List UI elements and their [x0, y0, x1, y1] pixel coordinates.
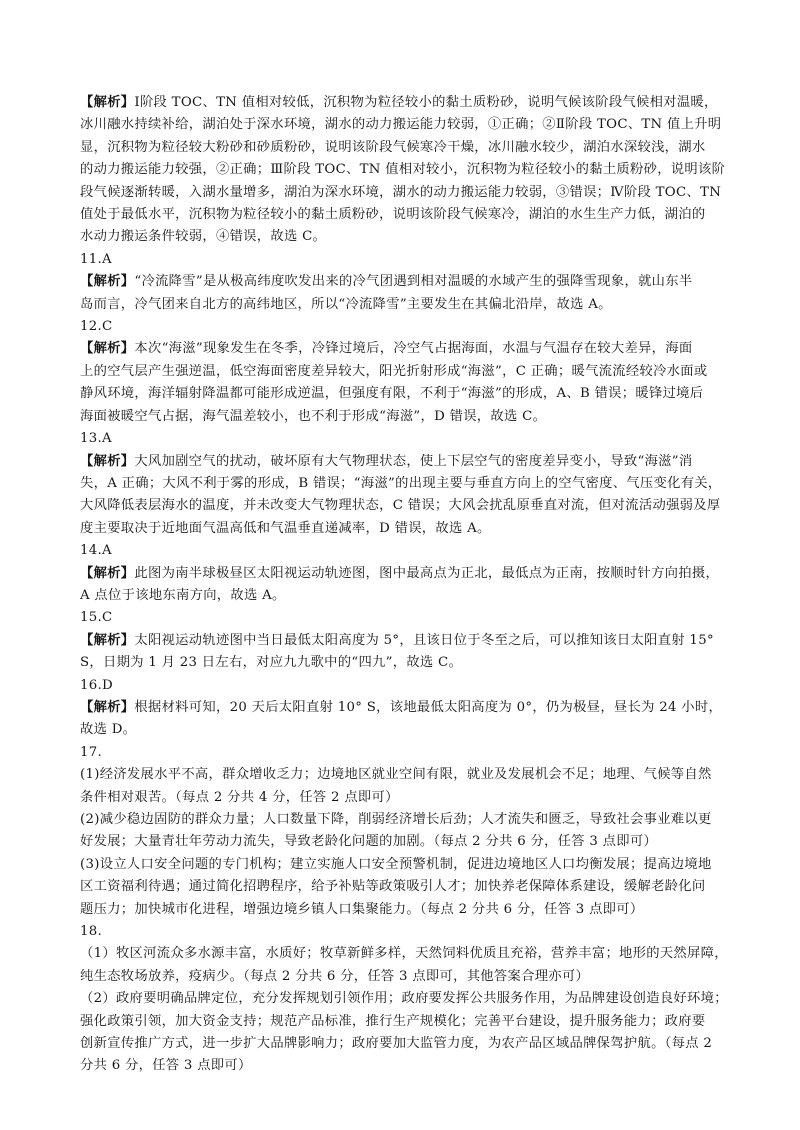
explanation-text: 题压力；加快城市化进程，增强边境乡镇人口集聚能力。（每点 2 分共 6 分，任答 3 点即可） [80, 901, 644, 917]
explanation-line [80, 809, 752, 831]
explanation-line [80, 966, 752, 988]
explanation-line [80, 630, 752, 652]
answer-block [80, 921, 752, 1078]
explanation-line [80, 1033, 752, 1055]
explanation-line [80, 204, 752, 226]
explanation-text: (3)设立人口安全问题的专门机构；建立实施人口安全预警机制，促进边境地区人口均衡发展；提高边境地 [80, 856, 712, 872]
explanation-text: 条件相对艰苦。（每点 2 分共 4 分，任答 2 点即可） [80, 789, 399, 805]
explanation-text: 故选 D。 [80, 722, 137, 738]
explanation-text: 冰川融水持续补给，湖泊处于深水环境，湖水的动力搬运能力较弱，①正确；②Ⅱ阶段 TOC、TN 值上升明 [80, 117, 722, 133]
explanation-text: 静风环境，海洋辐射降温都可能形成逆温，但强度有限，不利于“海滋”的形成，A、B 错误；暖锋过境后 [80, 386, 704, 402]
explanation-line [80, 137, 752, 159]
explanation-text: Ⅰ阶段 TOC、TN 值相对较低，沉积物为粒径较小的黏土质粉砂，说明气候该阶段气候相对温暖， [134, 95, 718, 110]
explanation-line [80, 271, 752, 293]
explanation-line [80, 764, 752, 786]
explanation-text: 水动力搬运条件较弱，④错误，故选 C。 [80, 229, 327, 245]
explanation-line [80, 719, 752, 741]
explanation-line [80, 451, 752, 473]
explanation-line [80, 361, 752, 383]
explanation-text: 海面被暖空气占据，海气温差较小，也不利于形成“海滋”，D 错误，故选 C。 [80, 408, 547, 424]
answer-block [80, 428, 752, 540]
question-number: 12.C [80, 319, 113, 335]
explanation-line [80, 585, 752, 607]
explanation-line [80, 652, 752, 674]
explanation-text: 失，A 正确；大风不利于雾的形成，B 错误；“海滋”的出现主要与垂直方向上的空气密度、气压变化有关， [80, 475, 722, 491]
explanation-line [80, 854, 752, 876]
explanation-text: 大风加剧空气的扰动，破坏原有大气物理状态，使上下层空气的密度差异变小，导致“海滋”消 [134, 453, 693, 469]
explanation-line [80, 943, 752, 965]
explanation-text: 此图为南半球极昼区太阳视运动轨迹图，图中最高点为正北，最低点为正南，按顺时针方向拍摄， [134, 565, 720, 581]
explanation-line [80, 787, 752, 809]
explanation-line [80, 518, 752, 540]
explanation-text: (1)经济发展水平不高，群众增收乏力；边境地区就业空间有限，就业及发展机会不足；地理、气候等自然 [80, 767, 712, 783]
analysis-tag: 【解析】 [80, 699, 135, 715]
explanation-text: 好发展；大量青壮年劳动力流失，导致老龄化问题的加剧。（每点 2 分共 6 分，任答 3 点即可） [80, 834, 658, 850]
explanation-line [80, 988, 752, 1010]
answer-block [80, 540, 752, 607]
analysis-tag: 【解析】 [80, 632, 135, 648]
question-number: 11.A [80, 251, 112, 267]
answer-block [80, 92, 752, 249]
explanation-text: 分共 6 分，任答 3 点即可） [80, 1058, 252, 1074]
explanation-text: 值处于最低水平，沉积物为粒径较小的黏土质粉砂，说明该阶段气候寒冷，湖泊的水生生产力低，湖泊的 [80, 207, 706, 223]
explanation-text: 本次“海滋”现象发生在冬季，冷锋过境后，冷空气占据海面，水温与气温存在较大差异，海面 [134, 341, 693, 357]
explanation-line [80, 1055, 752, 1077]
analysis-tag: 【解析】 [80, 341, 135, 357]
explanation-line [80, 92, 752, 114]
explanation-line [80, 697, 752, 719]
explanation-line [80, 294, 752, 316]
question-number: 14.A [80, 543, 112, 559]
explanation-line [80, 406, 752, 428]
explanation-text: A 点位于该地东南方向，故选 A。 [80, 587, 286, 603]
explanation-text: 上的空气层产生强逆温，低空海面密度差异较大，阳光折射形成“海滋”，C 正确；暖气流流经较冷水面或 [80, 363, 708, 379]
answer-block [80, 316, 752, 428]
explanation-text: S，日期为 1 月 23 日左右，对应九九歌中的“四九”，故选 C。 [80, 655, 463, 671]
explanation-text: 太阳视运动轨迹图中当日最低太阳高度为 5°，且该日位于冬至之后，可以推知该日太阳直射 15° [134, 632, 714, 648]
explanation-text: 的动力搬运能力较强，②正确；Ⅲ阶段 TOC、TN 值相对较小，沉积物为粒径较小的黏土质粉砂，说明该阶 [80, 162, 726, 178]
explanation-line [80, 182, 752, 204]
question-number: 18. [80, 924, 103, 940]
explanation-line [80, 338, 752, 360]
explanation-text: 段气候逐渐转暖，入湖水量增多，湖泊为深水环境，湖水的动力搬运能力较弱，③错误；Ⅳ阶段 TOC、TN [80, 184, 722, 200]
explanation-line [80, 473, 752, 495]
explanation-line [80, 383, 752, 405]
explanation-line [80, 226, 752, 248]
explanation-text: 区工资福利待遇；通过简化招聘程序，给予补贴等政策吸引人才；加快养老保障体系建设，缓解老龄化问 [80, 879, 706, 895]
explanation-line [80, 899, 752, 921]
explanation-text: 大风降低表层海水的温度，并未改变大气物理状态，C 错误；大风会扰乱原垂直对流，但对流活动强弱及厚 [80, 498, 721, 514]
explanation-text: （2）政府要明确品牌定位，充分发挥规划引领作用；政府要发挥公共服务作用，为品牌建设创造良好环境； [80, 991, 728, 1007]
explanation-line [80, 159, 752, 181]
explanation-text: 创新宣传推广方式，进一步扩大品牌影响力；政府要加大监管力度，为农产品区域品牌保驾护航。（每点 2 [80, 1036, 713, 1052]
answer-block [80, 675, 752, 742]
answer-block [80, 249, 752, 316]
explanation-text: 纯生态牧场放养，疫病少。（每点 2 分共 6 分，任答 3 点即可，其他答案合理亦可） [80, 968, 590, 984]
explanation-text: （1）牧区河流众多水源丰富，水质好；牧草新鲜多样，天然饲料优质且充裕，营养丰富；地形的天然屏障， [80, 946, 728, 962]
explanation-line [80, 831, 752, 853]
explanation-text: 度主要取决于近地面气温高低和气温垂直递减率，D 错误，故选 A。 [80, 520, 491, 536]
answer-block [80, 742, 752, 921]
explanation-text: 岛而言，冷气团来自北方的高纬地区，所以“冷流降雪”主要发生在其偏北沿岸，故选 A。 [80, 296, 612, 312]
analysis-tag: 【解析】 [80, 95, 135, 110]
explanation-text: 显，沉积物为粒径较大粉砂和砂质粉砂，说明该阶段气候寒冷干燥，冰川融水较少，湖泊水深较浅，湖水 [80, 139, 706, 155]
explanation-text: “冷流降雪”是从极高纬度吹发出来的冷气团遇到相对温暖的水域产生的强降雪现象，就山东半 [134, 274, 693, 290]
answer-list [80, 92, 752, 1078]
explanation-line [80, 876, 752, 898]
question-number: 17. [80, 744, 103, 760]
question-number: 16.D [80, 677, 114, 693]
analysis-tag: 【解析】 [80, 274, 135, 290]
explanation-line [80, 114, 752, 136]
explanation-text: 根据材料可知，20 天后太阳直射 10° S，该地最低太阳高度为 0°，仍为极昼，昼长为 24 小时， [134, 699, 723, 715]
explanation-text: (2)减少稳边固防的群众力量；人口数量下降，削弱经济增长后劲；人才流失和匮乏，导致社会事业难以更 [80, 812, 712, 827]
explanation-line [80, 495, 752, 517]
explanation-line [80, 563, 752, 585]
explanation-line [80, 1011, 752, 1033]
question-number: 13.A [80, 431, 112, 447]
explanation-text: 强化政策引领，加大资金支持；规范产品标准，推行生产规模化；完善平台建设，提升服务能力；政府要 [80, 1013, 706, 1029]
analysis-tag: 【解析】 [80, 565, 135, 581]
analysis-tag: 【解析】 [80, 453, 135, 469]
answer-block [80, 607, 752, 674]
question-number: 15.C [80, 610, 113, 626]
